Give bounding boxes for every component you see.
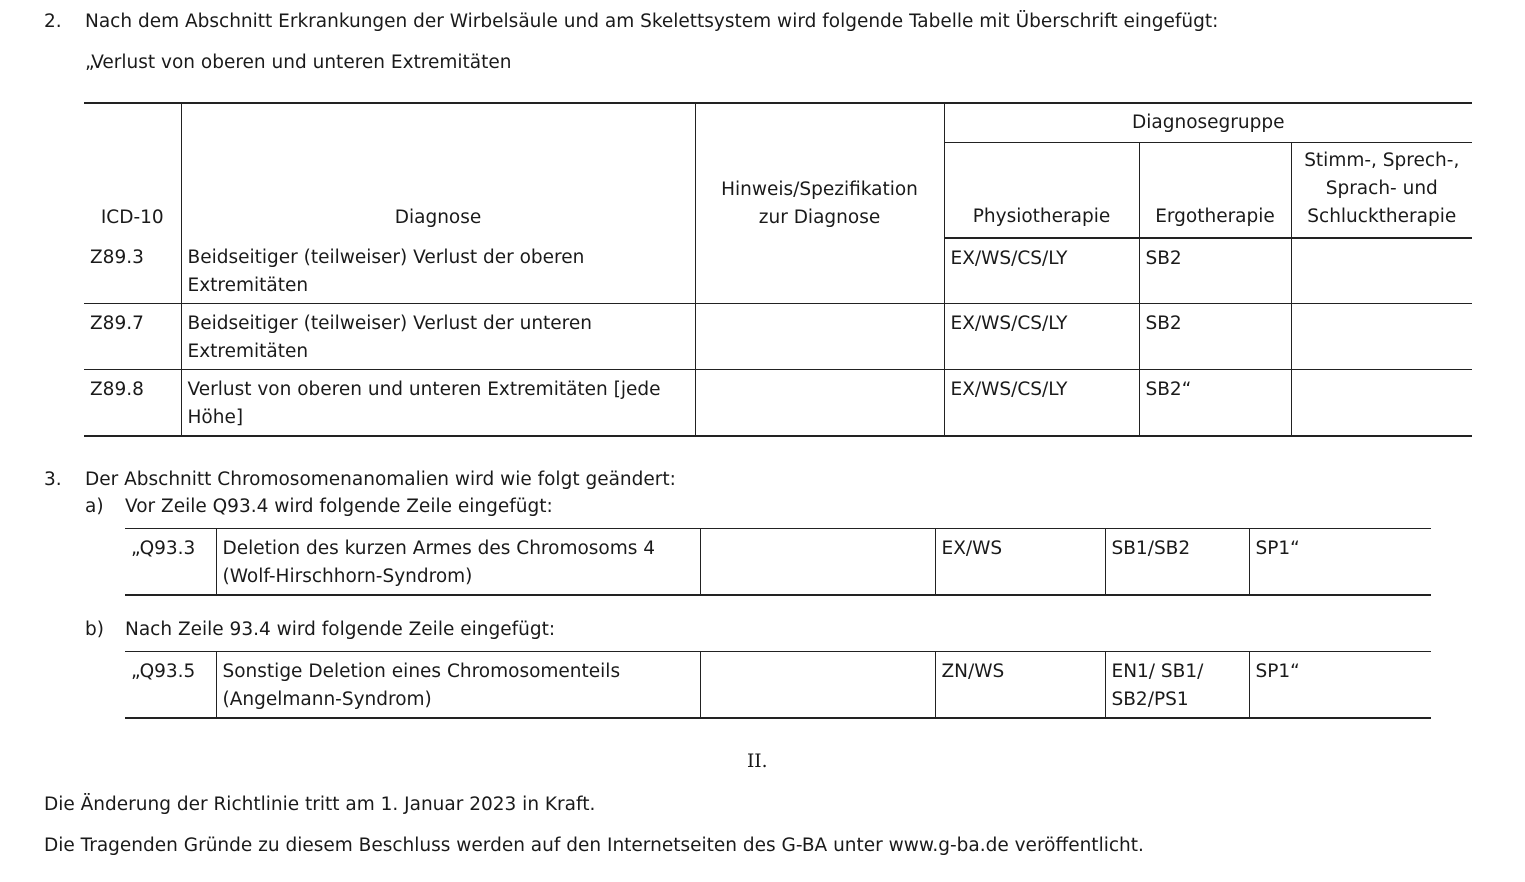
cell-diagnose: Beidseitiger (teilweiser) Verlust der unteren Extremitäten — [181, 304, 695, 370]
cell-physio: ZN/WS — [935, 652, 1105, 718]
header-physio: Physiotherapie — [944, 143, 1139, 238]
cell-diagnose: Deletion des kurzen Armes des Chromosoms 4 (Wolf-Hirschhorn-Syndrom) — [216, 529, 700, 595]
cell-icd: Z89.7 — [90, 313, 144, 334]
cell-diagnose: Beidseitiger (teilweiser) Verlust der oberen Extremitäten — [181, 238, 695, 304]
cell-icd: „Q93.5 — [131, 661, 196, 682]
item3a-label: a) — [85, 496, 104, 517]
cell-stimm — [1291, 238, 1472, 304]
item2-number: 2. — [44, 11, 62, 32]
section-heading: II. — [747, 751, 768, 772]
item3-text: Der Abschnitt Chromosomenanomalien wird wie folgt geändert: — [85, 469, 676, 490]
cell-stimm — [1291, 370, 1472, 436]
cell-physio: EX/WS/CS/LY — [944, 304, 1139, 370]
header-diagnose: Diagnose — [181, 103, 695, 238]
cell-icd: „Q93.3 — [131, 538, 196, 559]
cell-physio: EX/WS — [935, 529, 1105, 595]
header-stimm-line1: Stimm-, Sprech-, — [1304, 149, 1460, 171]
item3b-label: b) — [85, 619, 104, 640]
insert-row-q933-table — [125, 528, 1431, 596]
table-row — [125, 652, 1431, 718]
item3a-text: Vor Zeile Q93.4 wird folgende Zeile eingefügt: — [125, 496, 553, 517]
cell-icd: Z89.8 — [90, 379, 144, 400]
header-stimm-line2: Sprach- und — [1325, 177, 1438, 199]
table-row — [84, 304, 1472, 370]
header-ergo: Ergotherapie — [1139, 143, 1291, 238]
header-stimm-line3: Schlucktherapie — [1307, 205, 1457, 227]
item3-number: 3. — [44, 469, 62, 490]
cell-hinweis — [695, 304, 944, 370]
cell-ergo: EN1/ SB1/ SB2/PS1 — [1105, 652, 1249, 718]
cell-ergo: SB2 — [1139, 238, 1291, 304]
header-diagnosegruppe: Diagnosegruppe — [944, 103, 1472, 143]
table-row — [84, 370, 1472, 436]
cell-stimm: SP1“ — [1249, 652, 1431, 718]
table-row — [125, 529, 1431, 595]
cell-icd: Z89.3 — [90, 246, 144, 268]
item3b-text: Nach Zeile 93.4 wird folgende Zeile eingefügt: — [125, 619, 556, 640]
cell-ergo: SB2“ — [1139, 370, 1291, 436]
item2-text: Nach dem Abschnitt Erkrankungen der Wirbelsäule und am Skelettsystem wird folgende Tabelle mit Überschrift eingefügt: — [85, 11, 1219, 32]
table-row — [84, 238, 1472, 304]
cell-stimm — [1291, 304, 1472, 370]
cell-diagnose: Verlust von oberen und unteren Extremitäten [jede Höhe] — [181, 370, 695, 436]
cell-ergo: SB1/SB2 — [1105, 529, 1249, 595]
cell-ergo: SB2 — [1139, 304, 1291, 370]
header-icd: ICD-10 — [100, 206, 164, 228]
insert-row-q935-table — [125, 651, 1431, 719]
cell-physio: EX/WS/CS/LY — [944, 238, 1139, 304]
header-hinweis-line2: zur Diagnose — [758, 206, 881, 228]
extremities-table — [84, 102, 1472, 437]
cell-physio: EX/WS/CS/LY — [944, 370, 1139, 436]
cell-hinweis — [695, 238, 944, 304]
header-hinweis — [695, 103, 944, 238]
effective-date-text: Die Änderung der Richtlinie tritt am 1. Januar 2023 in Kraft. — [44, 794, 596, 815]
table-heading: „Verlust von oberen und unteren Extremitäten — [85, 52, 512, 73]
cell-hinweis — [700, 529, 935, 595]
publication-text: Die Tragenden Gründe zu diesem Beschluss werden auf den Internetseiten des G-BA unter www.g-ba.de veröffentlicht. — [44, 835, 1144, 856]
header-hinweis-line1: Hinweis/Spezifikation — [721, 178, 918, 200]
cell-hinweis — [695, 370, 944, 436]
cell-diagnose: Sonstige Deletion eines Chromosomenteils (Angelmann-Syndrom) — [216, 652, 700, 718]
cell-stimm: SP1“ — [1249, 529, 1431, 595]
header-stimm — [1291, 143, 1472, 238]
cell-hinweis — [700, 652, 935, 718]
